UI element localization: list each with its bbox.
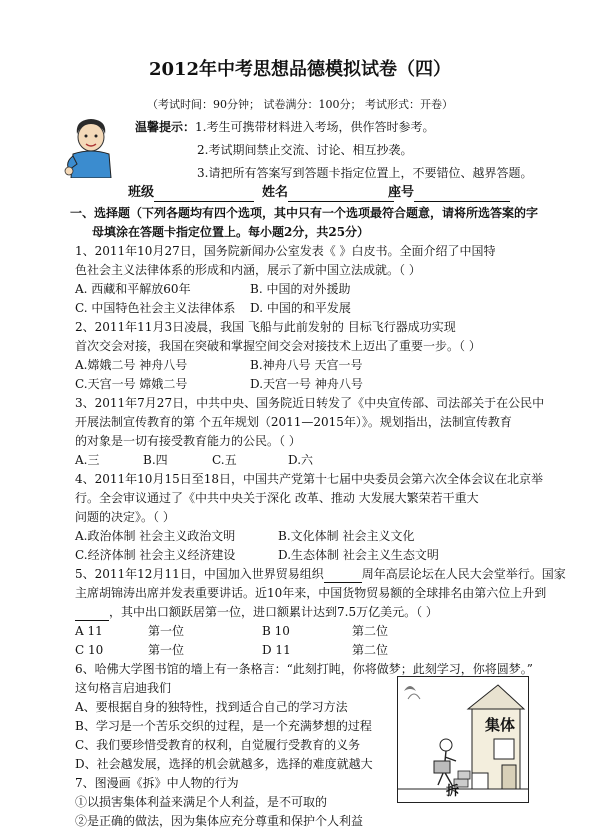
cartoon-caption: 拆 — [446, 784, 460, 799]
q5-blank-years[interactable] — [324, 569, 362, 583]
q1-option-d[interactable]: D. 中国的和平发展 — [250, 301, 351, 315]
q2-line1: 2、2011年11月3日凌晨，我国 飞船与此前发射的 目标飞行器成功实现 — [75, 320, 456, 334]
q4-line1: 4、2011年10月15日至18日，中国共产党第十七届中央委员会第六次全体会议在北京举 — [75, 472, 543, 486]
q6-option-a[interactable]: A、要根据自身的独特性，找到适合自己的学习方法 — [75, 700, 348, 714]
q3-option-a[interactable]: A.三 — [75, 453, 100, 467]
section1-heading-line1: 一、选择题（下列各题均有四个选项，其中只有一个选项最符合题意，请将所选答案的字 — [70, 206, 539, 220]
q2-option-c[interactable]: C.天宫一号 嫦娥二号 — [75, 377, 188, 391]
class-input[interactable] — [154, 187, 254, 202]
q5-option-a-num[interactable]: A 11 — [75, 624, 103, 638]
q3-line2: 开展法制宣传教育的第 个五年规划（2011—2015年）》。规划指出，法制宣传教育 — [75, 415, 512, 429]
exam-info: （考试时间：90分钟； 试卷满分：100分； 考试形式：开卷） — [147, 98, 453, 111]
tips-label: 温馨提示： — [135, 120, 196, 134]
q5-line2: 主席胡锦涛出席并发表重要讲话。近10年来，中国货物贸易额的全球排名由第六位上升到 — [75, 586, 547, 600]
name-field — [262, 184, 394, 202]
q1-option-a[interactable]: A. 西藏和平解放60年 — [75, 282, 191, 296]
q7-item1: ①以损害集体利益来满足个人利益，是不可取的 — [75, 795, 328, 809]
q7-line1: 7、图漫画《拆》中人物的行为 — [75, 776, 239, 790]
student-cartoon-icon — [63, 114, 119, 178]
q3-line1: 3、2011年7月27日，中共中央、国务院近日转发了《中央宣传部、司法部关于在公民中 — [75, 396, 545, 410]
q5-option-d-num[interactable]: D 11 — [262, 643, 291, 657]
seat-field — [388, 184, 510, 202]
q4-option-b[interactable]: B.文化体制 社会主义文化 — [278, 529, 415, 543]
tip-item-2: 2.考试期间禁止交流、讨论、相互抄袭。 — [197, 143, 413, 157]
name-label: 姓名 — [262, 185, 289, 200]
cartoon-sign: 集体 — [484, 716, 515, 734]
name-input[interactable] — [288, 187, 394, 202]
q5-line1 — [75, 565, 566, 583]
q5-blank-rank[interactable] — [75, 607, 109, 621]
demolish-cartoon-icon — [398, 677, 528, 802]
q3-option-d[interactable]: D.六 — [288, 453, 314, 467]
seat-label: 座号 — [388, 185, 415, 200]
seat-input[interactable] — [414, 187, 510, 202]
q6-option-c[interactable]: C、我们要珍惜受教育的权利，自觉履行受教育的义务 — [75, 738, 361, 752]
q5-line3 — [75, 603, 438, 621]
q1-option-b[interactable]: B. 中国的对外援助 — [250, 282, 351, 296]
q5-option-b-num[interactable]: B 10 — [262, 624, 290, 638]
exam-title: 2012年中考思想品德模拟试卷（四） — [148, 59, 452, 80]
q4-line3: 问题的决定》。（ ） — [75, 510, 175, 524]
q5-line1-pre: 5、2011年12月11日，中国加入世界贸易组织 — [75, 567, 324, 581]
q3-option-c[interactable]: C.五 — [212, 453, 237, 467]
q2-option-a[interactable]: A.嫦娥二号 神舟八号 — [75, 358, 188, 372]
q6-line2: 这句格言启迪我们 — [75, 681, 172, 695]
section1-heading-line2: 母填涂在答题卡指定位置上。每小题2分，共25分） — [92, 225, 370, 239]
class-field — [128, 184, 254, 202]
cartoon-frame — [397, 676, 529, 803]
q5-option-c-num[interactable]: C 10 — [75, 643, 104, 657]
tip-item-1: 1.考生可携带材料进入考场，供作答时参考。 — [195, 120, 435, 134]
q5-option-c-rank: 第一位 — [148, 643, 185, 657]
q2-line2: 首次交会对接，我国在突破和掌握空间交会对接技术上迈出了重要一步。（ ） — [75, 339, 481, 353]
q5-option-d-rank: 第二位 — [352, 643, 389, 657]
q6-option-d[interactable]: D、社会越发展，选择的机会就越多，选择的难度就越大 — [75, 757, 373, 771]
q5-line3-post: ，其中出口额跃居第一位，进口额累计达到7.5万亿美元。（ ） — [109, 605, 438, 619]
q2-option-d[interactable]: D.天宫一号 神舟八号 — [250, 377, 363, 391]
q5-option-a-rank: 第一位 — [148, 624, 185, 638]
q4-option-d[interactable]: D.生态体制 社会主义生态文明 — [278, 548, 439, 562]
q1-line1: 1、2011年10月27日，国务院新闻办公室发表《 》白皮书。全面介绍了中国特 — [75, 244, 496, 258]
q6-line1: 6、哈佛大学图书馆的墙上有一条格言：“此刻打盹，你将做梦；此刻学习，你将圆梦。” — [75, 662, 533, 676]
q4-option-a[interactable]: A.政治体制 社会主义政治文明 — [75, 529, 236, 543]
class-label: 班级 — [128, 185, 155, 200]
q7-item2: ②是正确的做法，因为集体应充分尊重和保护个人利益 — [75, 814, 364, 828]
q1-option-c[interactable]: C. 中国特色社会主义法律体系 — [75, 301, 236, 315]
q4-line2: 行。全会审议通过了《中共中央关于深化 改革、推动 大发展大繁荣若干重大 — [75, 491, 479, 505]
tip-item-3: 3.请把所有答案写到答题卡指定位置上，不要错位、越界答题。 — [197, 166, 533, 180]
q5-option-b-rank: 第二位 — [352, 624, 389, 638]
q6-option-b[interactable]: B、学习是一个苦乐交织的过程，是一个充满梦想的过程 — [75, 719, 372, 733]
q4-option-c[interactable]: C.经济体制 社会主义经济建设 — [75, 548, 236, 562]
q5-line1-post: 周年高层论坛在人民大会堂举行。国家 — [361, 567, 566, 581]
q2-option-b[interactable]: B.神舟八号 天宫一号 — [250, 358, 363, 372]
q3-line3: 的对象是一切有接受教育能力的公民。（ ） — [75, 434, 301, 448]
tips-block — [135, 118, 434, 136]
q3-option-b[interactable]: B.四 — [143, 453, 168, 467]
q1-line2: 色社会主义法律体系的形成和内涵，展示了新中国立法成就。（ ） — [75, 263, 421, 277]
